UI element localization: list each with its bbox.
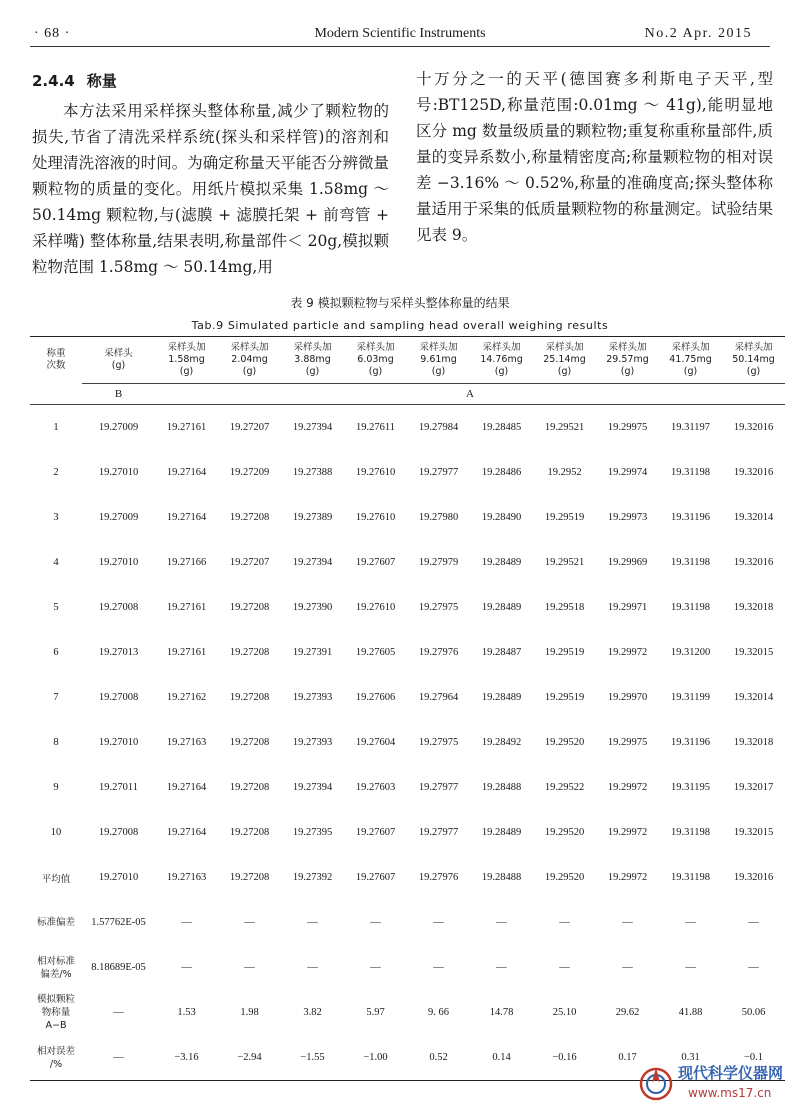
table-cell: 19.27964 xyxy=(418,692,459,703)
table-cell: 19.27980 xyxy=(418,512,459,523)
right-column xyxy=(416,66,773,248)
table-cell: 50.06 xyxy=(741,1007,766,1018)
table-cell: 19.31198 xyxy=(671,827,710,838)
table-cell: 1.98 xyxy=(240,1007,259,1018)
table-cell: — xyxy=(433,962,444,973)
table-caption-cn: 表 9 模拟颗粒物与采样头整体称量的结果 xyxy=(290,296,510,310)
table-cell: 19.27009 xyxy=(98,422,139,433)
table-cell: 19.29975 xyxy=(607,422,648,433)
table-cell: 19.28489 xyxy=(481,827,522,838)
table-cell: 19.32014 xyxy=(733,512,774,523)
table-cell: 3.82 xyxy=(303,1007,322,1018)
table-cell: 5.97 xyxy=(366,1007,385,1018)
table-cell: 19.32016 xyxy=(733,872,774,883)
table-cell: 19.29522 xyxy=(544,782,585,793)
table-cell: 19.31198 xyxy=(671,467,710,478)
table-row xyxy=(30,855,785,900)
table-cell: 19.27010 xyxy=(98,467,139,478)
table-cell: 19.27164 xyxy=(166,467,207,478)
table-cell: — xyxy=(496,962,507,973)
table-cell: 19.28492 xyxy=(481,737,522,748)
column-header: 采样头加 2.04mg (g) xyxy=(218,337,281,384)
table-cell: 19.27607 xyxy=(355,872,396,883)
table-cell: 19.32015 xyxy=(733,647,774,658)
table-cell: 1.53 xyxy=(177,1007,196,1018)
watermark-title: 现代科学仪器网 xyxy=(678,1064,784,1082)
table-cell: 19.27208 xyxy=(229,872,270,883)
table-cell: 19.27393 xyxy=(292,737,333,748)
column-header: 采样头加 41.75mg (g) xyxy=(659,337,722,384)
table-cell: 19.27603 xyxy=(355,782,396,793)
table-cell: — xyxy=(685,962,696,973)
table-cell: 19.27010 xyxy=(98,557,139,568)
group-header-row xyxy=(30,384,785,405)
table-cell: 19.27975 xyxy=(418,602,459,613)
table-cell: 19.32017 xyxy=(733,782,774,793)
table-cell: 19.2952 xyxy=(547,467,582,478)
table-cell: 19.29970 xyxy=(607,692,648,703)
table-row xyxy=(30,405,785,451)
table-cell: 19.27394 xyxy=(292,782,333,793)
table-cell: 19.32016 xyxy=(733,467,774,478)
table-cell: 19.27208 xyxy=(229,647,270,658)
table-cell: 19.27010 xyxy=(98,737,139,748)
table-cell: 0.31 xyxy=(659,1035,722,1081)
table-cell: 19.27208 xyxy=(229,782,270,793)
table-cell: 19.27611 xyxy=(356,422,395,433)
table-header-row xyxy=(30,337,785,384)
row-label: 5 xyxy=(53,602,59,613)
table-row xyxy=(30,540,785,585)
table-cell: 19.29520 xyxy=(544,872,585,883)
table-cell: −0.16 xyxy=(533,1035,596,1081)
table-cell: 19.27011 xyxy=(99,782,138,793)
body-paragraph-right: 十万分之一的天平(德国赛多利斯电子天平,型号:BT125D,称量范围:0.01mg ～ 41g),能明显地区分 mg 数量级质量的颗粒物;重复称重称量部件,质量的变异系数小,称量精密度高;称量颗粒物的相对误差 −3.16% ～ 0.52%,称量的准确度高;探头整体称量适用于采集的低质量颗粒物的称量测定。试验结果见表 9。 xyxy=(416,70,773,244)
column-header: 采样头 (g) xyxy=(82,337,155,384)
table-cell: 19.27163 xyxy=(166,737,207,748)
table-cell: — xyxy=(622,962,633,973)
row-label: 10 xyxy=(50,827,62,838)
stat-label: 标准偏差 xyxy=(36,917,75,928)
section-number: 2.4.4 xyxy=(32,72,75,90)
table-cell: 0.52 xyxy=(407,1035,470,1081)
table-cell: — xyxy=(748,917,759,928)
table-cell: 19.27008 xyxy=(98,827,139,838)
table-cell: — xyxy=(181,917,192,928)
table-cell: 19.27391 xyxy=(292,647,333,658)
table-cell: 1.57762E-05 xyxy=(91,917,146,928)
table-cell: 19.27208 xyxy=(229,737,270,748)
table-cell: 19.29519 xyxy=(544,512,585,523)
table-cell: 19.28489 xyxy=(481,692,522,703)
row-label: 9 xyxy=(53,782,59,793)
table-cell: — xyxy=(685,917,696,928)
table-cell: 19.27394 xyxy=(292,422,333,433)
table-cell: 8.18689E-05 xyxy=(91,962,146,973)
table-cell: 19.27162 xyxy=(166,692,207,703)
table-cell: 19.27164 xyxy=(166,512,207,523)
row-label: 3 xyxy=(53,512,59,523)
table-cell: — xyxy=(244,962,255,973)
table-cell: 19.32014 xyxy=(733,692,774,703)
table-cell: 19.28486 xyxy=(481,467,522,478)
table-cell: −3.16 xyxy=(155,1035,218,1081)
table-cell: 19.27984 xyxy=(418,422,459,433)
table-cell: 19.27388 xyxy=(292,467,333,478)
table-cell: 19.29521 xyxy=(544,422,585,433)
table-cell: 19.27610 xyxy=(355,467,396,478)
table-cell: −0.1 xyxy=(722,1035,785,1081)
results-table xyxy=(30,336,785,1081)
stat-row xyxy=(30,990,785,1035)
table-cell: 19.31197 xyxy=(671,422,710,433)
table-cell: 19.32018 xyxy=(733,602,774,613)
stat-label: 模拟颗粒 物称量 A−B xyxy=(36,994,75,1031)
table-cell: 19.27979 xyxy=(418,557,459,568)
table-cell: 19.27604 xyxy=(355,737,396,748)
table-cell: — xyxy=(181,962,192,973)
table-cell: 29.62 xyxy=(615,1007,640,1018)
issue-info: No.2 Apr. 2015 xyxy=(644,26,752,41)
section-heading xyxy=(32,68,389,94)
table-row xyxy=(30,495,785,540)
table-cell: 19.28488 xyxy=(481,872,522,883)
table-row xyxy=(30,765,785,810)
table-cell: 19.27010 xyxy=(98,872,139,883)
table-cell: 19.27389 xyxy=(292,512,333,523)
table-cell: 19.27605 xyxy=(355,647,396,658)
page-number: · 68 · xyxy=(34,26,71,41)
table-cell: — xyxy=(559,917,570,928)
table-cell: — xyxy=(370,917,381,928)
table-cell: 19.29518 xyxy=(544,602,585,613)
column-header: 采样头加 3.88mg (g) xyxy=(281,337,344,384)
table-cell: 19.29972 xyxy=(607,827,648,838)
table-cell: — xyxy=(244,917,255,928)
column-header: 采样头加 6.03mg (g) xyxy=(344,337,407,384)
table-cell: −2.94 xyxy=(218,1035,281,1081)
table-cell: 19.27977 xyxy=(418,467,459,478)
column-header: 采样头加 1.58mg (g) xyxy=(155,337,218,384)
table-cell: 19.28488 xyxy=(481,782,522,793)
table-cell: 19.29975 xyxy=(607,737,648,748)
table-cell: 0.14 xyxy=(470,1035,533,1081)
table-cell: 19.27393 xyxy=(292,692,333,703)
table-cell: 19.31198 xyxy=(671,557,710,568)
table-cell: 19.32015 xyxy=(733,827,774,838)
table-cell: 19.27009 xyxy=(98,512,139,523)
table-cell: 19.27610 xyxy=(355,512,396,523)
table-cell: 19.31198 xyxy=(671,872,710,883)
table-cell: 19.27208 xyxy=(229,602,270,613)
table-cell: 19.29521 xyxy=(544,557,585,568)
column-header: 采样头加 14.76mg (g) xyxy=(470,337,533,384)
table-cell: 19.27209 xyxy=(229,467,270,478)
table-cell: 19.27208 xyxy=(229,512,270,523)
table-cell: 19.27392 xyxy=(292,872,333,883)
journal-name: Modern Scientific Instruments xyxy=(314,26,486,41)
group-label-b: B xyxy=(82,384,155,405)
table-cell: 19.28489 xyxy=(481,602,522,613)
table-cell: 19.31195 xyxy=(671,782,710,793)
row-label: 2 xyxy=(53,467,59,478)
stat-row xyxy=(30,900,785,945)
table-cell: 19.31200 xyxy=(670,647,711,658)
table-cell: 19.27008 xyxy=(98,692,139,703)
column-header: 采样头加 50.14mg (g) xyxy=(722,337,785,384)
table-cell: — xyxy=(496,917,507,928)
table-cell: 19.27607 xyxy=(355,827,396,838)
table-cell: 19.29972 xyxy=(607,647,648,658)
table-cell: 19.27163 xyxy=(166,872,207,883)
table-cell: — xyxy=(433,917,444,928)
table-caption-en: Tab.9 Simulated particle and sampling head overall weighing results xyxy=(191,319,609,332)
table-cell: — xyxy=(82,1035,155,1081)
table-row xyxy=(30,585,785,630)
table-cell: 19.29972 xyxy=(607,782,648,793)
table-cell: 19.27208 xyxy=(229,692,270,703)
stat-row xyxy=(30,945,785,990)
table-cell: 19.27610 xyxy=(355,602,396,613)
table-cell: 19.27976 xyxy=(418,647,459,658)
table-cell: 25.10 xyxy=(552,1007,577,1018)
table-cell: — xyxy=(559,962,570,973)
column-header: 采样头加 25.14mg (g) xyxy=(533,337,596,384)
table-cell: 19.31199 xyxy=(671,692,710,703)
column-header: 采样头加 9.61mg (g) xyxy=(407,337,470,384)
table-cell: 19.29969 xyxy=(607,557,648,568)
stat-label: 相对标准 偏差/% xyxy=(36,955,75,980)
row-label: 4 xyxy=(53,557,59,568)
row-label: 6 xyxy=(53,647,59,658)
table-cell: 0.17 xyxy=(596,1035,659,1081)
table-cell: 19.27207 xyxy=(229,557,270,568)
group-label-a: A xyxy=(155,384,785,405)
table-cell: 19.27606 xyxy=(355,692,396,703)
table-cell: 19.31196 xyxy=(671,512,710,523)
watermark-url: www.ms17.cn xyxy=(688,1086,772,1100)
table-cell: 19.31198 xyxy=(671,602,710,613)
table-cell: −1.00 xyxy=(344,1035,407,1081)
row-label: 8 xyxy=(53,737,59,748)
table-cell: 19.28489 xyxy=(481,557,522,568)
table-row xyxy=(30,630,785,675)
row-label: 1 xyxy=(53,422,59,433)
table-cell: 19.27975 xyxy=(418,737,459,748)
table-cell: 19.27207 xyxy=(229,422,270,433)
row-label: 7 xyxy=(53,692,59,703)
table-cell: — xyxy=(370,962,381,973)
table-cell: 19.29519 xyxy=(544,692,585,703)
table-cell: — xyxy=(307,962,318,973)
table-cell: 19.27395 xyxy=(292,827,333,838)
table-cell: — xyxy=(622,917,633,928)
table-cell: 19.31196 xyxy=(671,737,710,748)
table-row xyxy=(30,675,785,720)
row-label: 平均值 xyxy=(41,873,71,885)
table-cell: 19.27161 xyxy=(166,422,207,433)
table-cell: 14.78 xyxy=(489,1007,514,1018)
running-header xyxy=(30,24,770,47)
table-cell: 19.29973 xyxy=(607,512,648,523)
left-column xyxy=(32,66,389,280)
table-cell: 41.88 xyxy=(678,1007,703,1018)
table-cell: 19.29974 xyxy=(607,467,648,478)
table-cell: 19.32016 xyxy=(733,422,774,433)
table-cell: 19.27394 xyxy=(292,557,333,568)
table-cell: 19.27390 xyxy=(292,602,333,613)
table-cell: 19.29519 xyxy=(544,647,585,658)
table-cell: 19.27976 xyxy=(418,872,459,883)
table-cell: 19.29520 xyxy=(544,737,585,748)
table-cell: — xyxy=(748,962,759,973)
table-cell: 19.29971 xyxy=(607,602,648,613)
table-cell: 19.27607 xyxy=(355,557,396,568)
table-cell: 19.32018 xyxy=(733,737,774,748)
body-paragraph-left: 本方法采用采样探头整体称量,减少了颗粒物的损失,节省了清洗采样系统(探头和采样管)的溶剂和处理清洗溶液的时间。为确定称量天平能否分辨微量颗粒物的质量的变化。用纸片模拟采集 1.58mg ～ 50.14mg 颗粒物,与(滤膜 + 滤膜托架 + 前弯管 + 采样嘴) 整体称量,结果表明,称量部件＜ 20g,模拟颗粒物范围 1.58mg ～ 50.14mg,用 xyxy=(32,102,389,276)
table-cell: 19.27161 xyxy=(166,602,207,613)
watermark-logo-icon xyxy=(636,1062,676,1102)
table-cell: 19.28485 xyxy=(481,422,522,433)
table-cell: 19.27008 xyxy=(98,602,139,613)
table-cell: 19.27166 xyxy=(166,557,207,568)
table-cell: 19.32016 xyxy=(733,557,774,568)
table-cell: — xyxy=(307,917,318,928)
table-cell: 19.27977 xyxy=(418,827,459,838)
table-body xyxy=(30,405,785,1081)
watermark xyxy=(636,1060,788,1106)
table-cell: 19.28490 xyxy=(481,512,522,523)
table-row xyxy=(30,450,785,495)
table-cell: 19.29520 xyxy=(544,827,585,838)
section-title: 称量 xyxy=(86,72,117,90)
table-row xyxy=(30,810,785,855)
table-cell: 19.27161 xyxy=(166,647,207,658)
column-header: 采样头加 29.57mg (g) xyxy=(596,337,659,384)
table-cell: — xyxy=(113,1007,124,1018)
table-row xyxy=(30,720,785,765)
table-cell: 19.27013 xyxy=(98,647,139,658)
table-cell: 9. 66 xyxy=(428,1007,449,1018)
table-cell: 19.27977 xyxy=(418,782,459,793)
table-cell: 19.27208 xyxy=(229,827,270,838)
table-cell: 19.28487 xyxy=(481,647,522,658)
corner-header: 称重 次数 xyxy=(30,337,82,384)
table-cell: 19.27164 xyxy=(166,782,207,793)
stat-label: 相对误差 /% xyxy=(30,1035,82,1081)
table-cell: 19.29972 xyxy=(607,872,648,883)
table-cell: 19.27164 xyxy=(166,827,207,838)
table-cell: −1.55 xyxy=(281,1035,344,1081)
